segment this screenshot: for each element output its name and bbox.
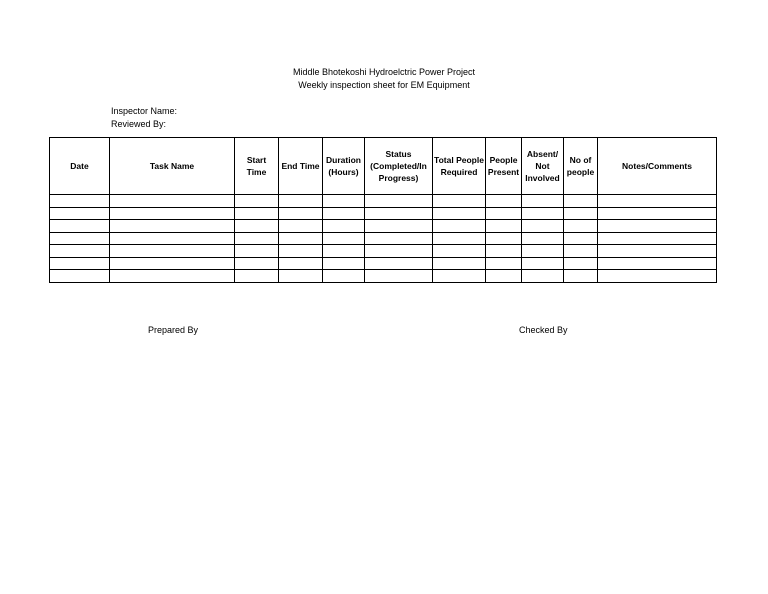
- table-cell[interactable]: [598, 270, 717, 283]
- table-cell[interactable]: [522, 220, 564, 233]
- table-cell[interactable]: [235, 232, 279, 245]
- table-cell[interactable]: [486, 232, 522, 245]
- table-row: [50, 207, 717, 220]
- col-header-status: Status (Completed/In Progress): [365, 138, 433, 195]
- inspector-name-label: Inspector Name:: [111, 106, 178, 116]
- table-cell[interactable]: [598, 207, 717, 220]
- table-cell[interactable]: [50, 232, 110, 245]
- table-cell[interactable]: [110, 245, 235, 258]
- table-cell[interactable]: [433, 207, 486, 220]
- table-cell[interactable]: [323, 232, 365, 245]
- table-cell[interactable]: [564, 220, 598, 233]
- table-cell[interactable]: [235, 220, 279, 233]
- table-cell[interactable]: [522, 207, 564, 220]
- table-cell[interactable]: [365, 220, 433, 233]
- table-row: [50, 245, 717, 258]
- table-cell[interactable]: [50, 220, 110, 233]
- table-cell[interactable]: [279, 257, 323, 270]
- col-header-absent: Absent/ Not Involved: [522, 138, 564, 195]
- table-cell[interactable]: [365, 232, 433, 245]
- table-row: [50, 257, 717, 270]
- table-cell[interactable]: [279, 232, 323, 245]
- table-cell[interactable]: [522, 270, 564, 283]
- table-cell[interactable]: [365, 245, 433, 258]
- table-cell[interactable]: [598, 257, 717, 270]
- table-cell[interactable]: [433, 245, 486, 258]
- col-header-notes: Notes/Comments: [598, 138, 717, 195]
- table-cell[interactable]: [564, 232, 598, 245]
- table-cell[interactable]: [564, 207, 598, 220]
- table-cell[interactable]: [323, 245, 365, 258]
- table-cell[interactable]: [235, 207, 279, 220]
- table-row: [50, 270, 717, 283]
- table-cell[interactable]: [323, 220, 365, 233]
- table-cell[interactable]: [323, 207, 365, 220]
- table-cell[interactable]: [50, 207, 110, 220]
- table-cell[interactable]: [486, 207, 522, 220]
- table-cell[interactable]: [279, 195, 323, 208]
- col-header-task-name: Task Name: [110, 138, 235, 195]
- checked-by-label: Checked By: [519, 325, 568, 335]
- table-cell[interactable]: [564, 270, 598, 283]
- table-cell[interactable]: [110, 257, 235, 270]
- table-cell[interactable]: [279, 245, 323, 258]
- inspection-table: [49, 137, 717, 283]
- table-cell[interactable]: [50, 195, 110, 208]
- table-body: [50, 195, 717, 283]
- table-cell[interactable]: [110, 232, 235, 245]
- table-cell[interactable]: [279, 207, 323, 220]
- table-cell[interactable]: [279, 220, 323, 233]
- table-cell[interactable]: [50, 245, 110, 258]
- table-cell[interactable]: [564, 245, 598, 258]
- project-title: Middle Bhotekoshi Hydroelctric Power Project: [292, 67, 476, 77]
- table-cell[interactable]: [598, 220, 717, 233]
- table-cell[interactable]: [365, 207, 433, 220]
- table-cell[interactable]: [486, 245, 522, 258]
- sheet-meta: [111, 105, 177, 131]
- table-cell[interactable]: [598, 232, 717, 245]
- table-cell[interactable]: [433, 220, 486, 233]
- col-header-date: Date: [50, 138, 110, 195]
- table-cell[interactable]: [365, 257, 433, 270]
- table-row: [50, 232, 717, 245]
- col-header-total-people: Total People Required: [433, 138, 486, 195]
- table-row: [50, 220, 717, 233]
- table-row: [50, 195, 717, 208]
- col-header-end-time: End Time: [279, 138, 323, 195]
- document-header: [0, 66, 768, 92]
- table-cell[interactable]: [486, 270, 522, 283]
- table-cell[interactable]: [235, 257, 279, 270]
- prepared-by-label: Prepared By: [148, 325, 199, 335]
- col-header-no-of-people: No of people: [564, 138, 598, 195]
- table-cell[interactable]: [564, 195, 598, 208]
- table-cell[interactable]: [486, 195, 522, 208]
- table-cell[interactable]: [433, 257, 486, 270]
- table-cell[interactable]: [235, 270, 279, 283]
- col-header-start-time: Start Time: [235, 138, 279, 195]
- table-cell[interactable]: [433, 232, 486, 245]
- table-cell[interactable]: [110, 270, 235, 283]
- table-cell[interactable]: [433, 195, 486, 208]
- table-cell[interactable]: [486, 220, 522, 233]
- table-cell[interactable]: [50, 270, 110, 283]
- table-cell[interactable]: [50, 257, 110, 270]
- table-cell[interactable]: [486, 257, 522, 270]
- table-cell[interactable]: [365, 195, 433, 208]
- reviewed-by-label: Reviewed By:: [111, 119, 167, 129]
- table-cell[interactable]: [235, 195, 279, 208]
- table-cell[interactable]: [365, 270, 433, 283]
- table-cell[interactable]: [564, 257, 598, 270]
- sheet-subtitle: Weekly inspection sheet for EM Equipment: [298, 80, 470, 90]
- table-cell[interactable]: [433, 270, 486, 283]
- table-cell[interactable]: [522, 195, 564, 208]
- table-cell[interactable]: [598, 245, 717, 258]
- table-cell[interactable]: [598, 195, 717, 208]
- table-cell[interactable]: [110, 207, 235, 220]
- table-cell[interactable]: [279, 270, 323, 283]
- table-cell[interactable]: [235, 245, 279, 258]
- table-cell[interactable]: [522, 245, 564, 258]
- table-cell[interactable]: [522, 257, 564, 270]
- col-header-people-present: People Present: [486, 138, 522, 195]
- table-cell[interactable]: [323, 270, 365, 283]
- table-header-row: [50, 138, 717, 195]
- table-cell[interactable]: [522, 232, 564, 245]
- table-cell[interactable]: [110, 220, 235, 233]
- table-cell[interactable]: [323, 257, 365, 270]
- table-cell[interactable]: [110, 195, 235, 208]
- col-header-duration: Duration (Hours): [323, 138, 365, 195]
- table-cell[interactable]: [323, 195, 365, 208]
